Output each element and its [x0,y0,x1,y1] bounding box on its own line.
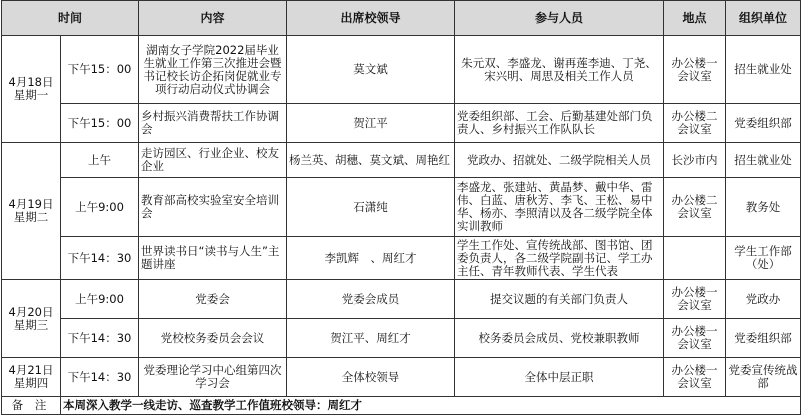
participants-cell: 提交议题的有关部门负责人 [455,280,664,319]
location-cell: 长沙市内 [664,143,726,178]
organizer-cell: 教务处 [726,178,801,237]
location-cell: 办公楼一会议室 [664,280,726,319]
date-text: 4月21日 [8,363,54,377]
content-cell: 乡村振兴消费帮扶工作协调会 [139,104,287,143]
organizer-cell: 党政办 [726,280,801,319]
participants-cell: 党委组织部、工会、后勤基建处部门负责人、乡村振兴工作队队长 [455,104,664,143]
leader-cell: 石潇纯 [287,178,455,237]
header-participants: 参与人员 [455,1,664,36]
header-time: 时间 [2,1,139,36]
date-text: 4月19日 [8,197,54,211]
organizer-cell: 招生就业处 [726,143,801,178]
time-cell: 上午9:00 [61,178,139,237]
participants-cell: 全体中层正职 [455,358,664,397]
organizer-cell: 招生就业处 [726,36,801,104]
date-text: 4月20日 [8,304,54,319]
date-text: 4月18日 [8,75,54,89]
table-row [2,104,801,143]
location-cell: 办公楼一会议室 [664,358,726,397]
remark-text: 本周深入教学一线走访、巡查教学工作值班校领导：周红才 [61,397,801,415]
organizer-cell: 党委组织部 [726,319,801,358]
header-row [2,1,801,36]
time-cell: 下午14：30 [61,319,139,358]
weekday-text: 星期二 [13,210,49,224]
content-cell: 走访园区、行业企业、校友企业 [139,143,287,178]
date-cell [2,143,61,280]
time-cell: 上午9:00 [61,280,139,319]
leader-cell: 李凯辉 、周红才 [287,237,455,280]
date-cell [2,358,61,397]
table-row [2,36,801,104]
participants-cell: 校务委员会成员、党校兼职教师 [455,319,664,358]
content-cell: 党委会 [139,280,287,319]
content-cell: 教育部高校实验室安全培训会 [139,178,287,237]
schedule-table [1,0,801,415]
organizer-cell: 党委宣传统战部 [726,358,801,397]
leader-cell: 莫文斌 [287,36,455,104]
location-cell: 办公楼二会议室 [664,178,726,237]
participants-cell: 党政办、招就处、二级学院相关人员 [455,143,664,178]
date-cell [2,36,61,143]
organizer-cell: 学生工作部（处） [726,237,801,280]
table-row [2,319,801,358]
content-cell: 湖南女子学院2022届毕业生就业工作第三次推进会暨书记校长访企拓岗促就业专项行动启动仪式协调会 [139,36,287,104]
time-cell: 下午14：30 [61,237,139,280]
content-cell: 党委理论学习中心组第四次学习会 [139,358,287,397]
remark-row [2,397,801,415]
header-organizer: 组织单位 [726,1,801,36]
location-cell: 办公楼一会议室 [664,36,726,104]
header-location: 地点 [664,1,726,36]
organizer-cell: 党委组织部 [726,104,801,143]
remark-label: 备 注 [2,397,61,415]
leader-cell: 党委会成员 [287,280,455,319]
leader-cell: 贺江平、周红才 [287,319,455,358]
header-leader: 出席校领导 [287,1,455,36]
time-cell: 上午 [61,143,139,178]
time-cell: 下午15：00 [61,36,139,104]
location-cell: 办公楼二会议室 [664,104,726,143]
table-row [2,358,801,397]
table-row [2,280,801,319]
header-content: 内容 [139,1,287,36]
participants-cell: 朱元双、李盛龙、谢再莲李迪、丁尧、宋兴明、周思及相关工作人员 [455,36,664,104]
weekday-text: 星期一 [13,88,49,102]
leader-cell: 杨兰英、胡穗、莫文斌、周艳红 [287,143,455,178]
date-cell [2,280,61,358]
time-cell: 下午14：30 [61,358,139,397]
location-cell [664,237,726,280]
content-cell: 党校校务委员会会议 [139,319,287,358]
table-row [2,178,801,237]
table-row [2,237,801,280]
content-cell: 世界读书日“读书与人生”主题讲座 [139,237,287,280]
time-cell: 下午15：00 [61,104,139,143]
participants-cell: 李盛龙、张建站、黄晶梦、戴中华、雷伟、白蓝、唐秋芳、李飞、王松、易中华、杨亦、李照清以及各二级学院全体实训教师 [455,178,664,237]
location-cell: 办公楼一会议室 [664,319,726,358]
table-row [2,143,801,178]
leader-cell: 贺江平 [287,104,455,143]
weekday-text: 星期四 [13,376,49,390]
leader-cell: 全体校领导 [287,358,455,397]
weekday-text: 星期三 [13,317,49,332]
participants-cell: 学生工作处、宣传统战部、图书馆、团委负责人，各二级学院副书记、学工办主任、青年教师代表、学生代表 [455,237,664,280]
